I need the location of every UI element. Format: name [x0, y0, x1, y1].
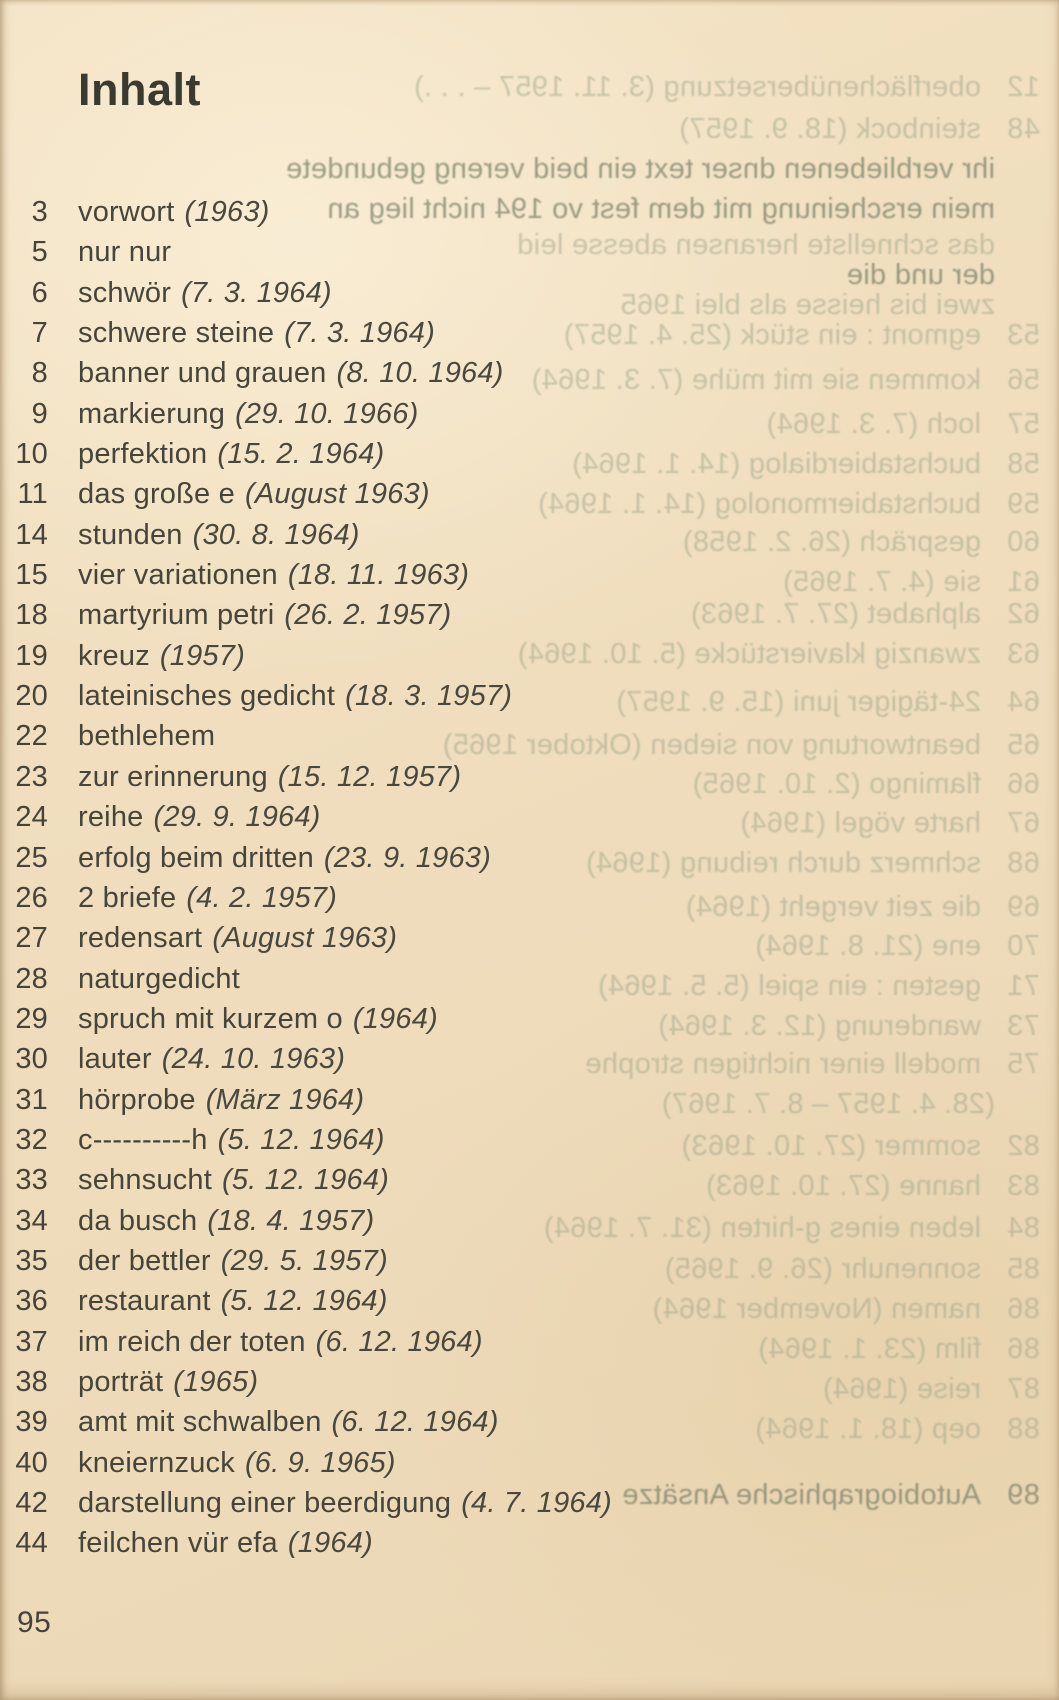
toc-entry — [0, 515, 1059, 555]
entry-title: bethlehem — [78, 720, 216, 753]
entry-title: reihe — [78, 801, 144, 834]
entry-page-number: 9 — [31, 397, 48, 430]
entry-title: amt mit schwalben — [78, 1406, 322, 1439]
entry-title: spruch mit kurzem o — [78, 1002, 343, 1035]
showthrough-number: 48 — [1007, 113, 1040, 145]
entry-title: da busch — [78, 1204, 198, 1237]
showthrough-number: 75 — [1007, 1048, 1040, 1080]
toc-entry — [0, 192, 1059, 232]
entry-page-number: 29 — [15, 1002, 48, 1035]
showthrough-number: 89 — [1007, 1479, 1040, 1511]
showthrough-text: zwei bis heisse als blei 1965 — [620, 289, 995, 321]
showthrough-text: loch (7. 3. 1964) — [766, 408, 981, 440]
toc-entry — [0, 636, 1059, 676]
entry-date: (4. 7. 1964) — [461, 1487, 612, 1519]
showthrough-text: namen (November 1964) — [652, 1293, 981, 1325]
entry-title: c----------h — [78, 1123, 208, 1156]
entry-page-number: 25 — [15, 841, 48, 874]
toc-entry — [0, 757, 1059, 797]
entry-title: redensart — [78, 922, 203, 955]
entry-page-number: 32 — [15, 1123, 48, 1156]
entry-page-number: 24 — [15, 801, 48, 834]
page-title: Inhalt — [78, 64, 201, 115]
entry-title: vorwort — [78, 196, 175, 228]
entry-date: (7. 3. 1964) — [284, 317, 435, 350]
showthrough-text: egmont : ein stück (25. 4. 1957) — [563, 319, 981, 351]
entry-page-number: 37 — [15, 1325, 48, 1358]
entry-date: (1965) — [173, 1365, 259, 1398]
toc-entry — [0, 878, 1059, 918]
showthrough-number: 73 — [1007, 1010, 1040, 1042]
showthrough-text: sie (4. 7. 1965) — [782, 566, 981, 598]
entry-page-number: 33 — [15, 1164, 48, 1197]
showthrough-number: 57 — [1007, 408, 1040, 440]
entry-page-number: 20 — [15, 680, 48, 713]
entry-title: 2 briefe — [78, 881, 177, 914]
entry-date: (März 1964) — [205, 1083, 365, 1116]
entry-title: schwere steine — [78, 317, 275, 350]
showthrough-number: 58 — [1007, 448, 1040, 480]
showthrough-text: schmerz durch reibung (1964) — [585, 847, 981, 879]
entry-title: martyrium petri — [78, 599, 275, 632]
showthrough-number: 59 — [1007, 488, 1040, 520]
toc-entry — [0, 1402, 1059, 1442]
showthrough-number: 88 — [1007, 1413, 1040, 1445]
entry-date: (4. 2. 1957) — [186, 881, 338, 914]
toc-entry — [0, 918, 1059, 958]
entry-date: (6. 12. 1964) — [331, 1406, 499, 1439]
showthrough-number: 66 — [1007, 768, 1040, 800]
entry-page-number: 23 — [15, 760, 48, 793]
toc-entry — [0, 434, 1059, 474]
showthrough-number: 87 — [1007, 1373, 1040, 1405]
entry-title: vier variationen — [78, 559, 278, 592]
showthrough-text: ene (21. 8. 1964) — [755, 930, 981, 962]
entry-page-number: 44 — [15, 1527, 48, 1560]
toc-entry — [0, 273, 1059, 313]
toc-entry — [0, 313, 1059, 353]
entry-page-number: 15 — [15, 559, 48, 592]
entry-date: (18. 11. 1963) — [287, 559, 470, 592]
entry-page-number: 38 — [15, 1365, 48, 1398]
entry-title: zur erinnerung — [78, 760, 268, 793]
entry-date: (1964) — [287, 1527, 373, 1560]
entry-title: der bettler — [78, 1244, 211, 1277]
entry-title: restaurant — [78, 1285, 211, 1318]
entry-date: (1957) — [159, 639, 245, 672]
entry-title: banner und grauen — [78, 357, 327, 390]
showthrough-text: zwanzig klavierstücke (5. 10. 1964) — [517, 638, 981, 670]
showthrough-text: beantwortung von sieben (Oktober 1965) — [442, 729, 981, 761]
toc-entry — [0, 716, 1059, 756]
entry-page-number: 22 — [15, 720, 48, 753]
entry-title: nur nur — [78, 236, 172, 269]
showthrough-number: 67 — [1007, 807, 1040, 839]
entry-page-number: 18 — [15, 599, 48, 632]
showthrough-text: Autobiographische Ansätze — [622, 1479, 981, 1511]
toc-entry — [0, 959, 1059, 999]
entry-page-number: 27 — [15, 922, 48, 955]
showthrough-number: 64 — [1007, 686, 1040, 718]
showthrough-number: 65 — [1007, 729, 1040, 761]
entry-page-number: 11 — [17, 478, 48, 511]
showthrough-text: wanderung (12. 3. 1964) — [658, 1010, 981, 1042]
entry-date: (29. 9. 1964) — [153, 801, 321, 834]
showthrough-text: sommer (27. 10. 1963) — [681, 1130, 981, 1162]
showthrough-number: 60 — [1007, 526, 1040, 558]
toc-entry — [0, 1523, 1059, 1563]
showthrough-number: 71 — [1007, 970, 1040, 1002]
entry-page-number: 42 — [15, 1487, 48, 1519]
entry-title: hörprobe — [78, 1083, 196, 1116]
showthrough-text: buchstabiermonolog (14. 1. 1964) — [537, 488, 981, 520]
entry-title: lauter — [78, 1043, 152, 1076]
showthrough-text: buchstabierdialog (14. 1. 1964) — [571, 448, 981, 480]
entry-title: im reich der toten — [78, 1325, 306, 1358]
showthrough-text: (28. 4. 1957 – 8. 7. 1967) — [661, 1088, 995, 1120]
entry-title: erfolg beim dritten — [78, 841, 314, 874]
showthrough-text: leben eines g-hirten (31. 7. 1964) — [543, 1212, 981, 1244]
entry-date: (6. 9. 1965) — [244, 1446, 396, 1479]
showthrough-number: 82 — [1007, 1130, 1040, 1162]
showthrough-number: 86 — [1007, 1293, 1040, 1325]
showthrough-number: 62 — [1007, 598, 1040, 630]
toc-entry — [0, 1362, 1059, 1402]
entry-title: feilchen vür efa — [78, 1527, 278, 1560]
toc-entry — [0, 838, 1059, 878]
entry-date: (24. 10. 1963) — [161, 1043, 346, 1076]
toc-entry — [0, 595, 1059, 635]
entry-date: (6. 12. 1964) — [315, 1325, 483, 1358]
entry-page-number: 6 — [31, 276, 48, 309]
toc-entry — [0, 1039, 1059, 1079]
showthrough-text: modell einer nichtigen strophe — [585, 1048, 981, 1080]
entry-page-number: 35 — [15, 1244, 48, 1277]
entry-date: (29. 10. 1966) — [235, 397, 419, 430]
showthrough-text: gespräch (26. 2. 1958) — [682, 526, 981, 558]
entry-date: (8. 10. 1964) — [336, 357, 504, 390]
entry-date: (1963) — [184, 196, 270, 228]
entry-page-number: 28 — [15, 962, 48, 995]
entry-title: sehnsucht — [78, 1164, 212, 1197]
entry-title: darstellung einer beerdigung — [78, 1487, 452, 1519]
toc-entry — [0, 1443, 1059, 1483]
showthrough-number: 56 — [1007, 364, 1040, 396]
toc-entry — [0, 394, 1059, 434]
toc-entry — [0, 1120, 1059, 1160]
entry-date: (5. 12. 1964) — [217, 1123, 385, 1156]
toc-entry — [0, 1322, 1059, 1362]
entry-page-number: 10 — [15, 438, 48, 471]
entry-page-number: 19 — [15, 639, 48, 672]
toc-entry — [0, 797, 1059, 837]
entry-date: (18. 3. 1957) — [345, 680, 513, 713]
entry-page-number: 7 — [31, 317, 48, 350]
showthrough-number: 83 — [1007, 1170, 1040, 1202]
showthrough-text: oep (18. 1. 1964) — [755, 1413, 981, 1445]
entry-title: stunden — [78, 518, 183, 551]
showthrough-number: 61 — [1007, 566, 1040, 598]
showthrough-text: reise (1964) — [822, 1373, 981, 1405]
entry-date: (30. 8. 1964) — [192, 518, 360, 551]
showthrough-text: steinbock (18. 9. 1957) — [679, 113, 981, 145]
showthrough-number: 86 — [1007, 1333, 1040, 1365]
toc-entry — [0, 1160, 1059, 1200]
toc-entry — [0, 676, 1059, 716]
toc-entry — [0, 353, 1059, 393]
entry-title: naturgedicht — [78, 962, 241, 995]
showthrough-text: ihr verbliebenen dnser text ein beid vereng gebundete — [285, 153, 995, 185]
toc-entry — [0, 555, 1059, 595]
showthrough-text: film (23. 1. 1964) — [758, 1333, 981, 1365]
entry-page-number: 3 — [31, 196, 48, 228]
toc-entry — [0, 1281, 1059, 1321]
showthrough-text: mein erscheinung mit dem fest vo 194 nicht lieg an — [327, 193, 995, 225]
showthrough-text: kommen sie mit mühe (7. 3. 1964) — [531, 364, 981, 396]
entry-title: markierung — [78, 397, 226, 430]
showthrough-number: 68 — [1007, 847, 1040, 879]
toc-entry — [0, 1201, 1059, 1241]
showthrough-text: harte vögel (1964) — [740, 807, 981, 839]
entry-page-number: 34 — [15, 1204, 48, 1237]
showthrough-text: der und die — [846, 259, 995, 291]
showthrough-number: 70 — [1007, 930, 1040, 962]
entry-title: kneiernzuck — [78, 1446, 235, 1479]
showthrough-text: flamingo (2. 10. 1965) — [692, 768, 981, 800]
entry-title: kreuz — [78, 639, 150, 672]
showthrough-text: 24-tägiger juni (15. 9. 1957) — [616, 686, 981, 718]
entry-date: (18. 4. 1957) — [207, 1204, 375, 1237]
showthrough-text: oberflächenübersetzung (3. 11. 1957 – . . .) — [413, 71, 981, 103]
entry-page-number: 14 — [15, 518, 48, 551]
entry-date: (5. 12. 1964) — [222, 1164, 390, 1197]
showthrough-text: sonnenuhr (26. 9. 1965) — [664, 1253, 981, 1285]
entry-page-number: 5 — [31, 236, 48, 269]
entry-page-number: 39 — [15, 1406, 48, 1439]
entry-page-number: 26 — [15, 881, 48, 914]
entry-date: (August 1963) — [212, 922, 398, 955]
page-number: 95 — [17, 1606, 52, 1639]
showthrough-text: hanne (27. 10. 1963) — [705, 1170, 981, 1202]
entry-date: (5. 12. 1964) — [220, 1285, 388, 1318]
entry-title: perfektion — [78, 438, 208, 471]
toc-entry — [0, 232, 1059, 272]
entry-date: (15. 2. 1964) — [217, 438, 385, 471]
entry-date: (7. 3. 1964) — [181, 276, 332, 309]
entry-page-number: 40 — [15, 1446, 48, 1479]
showthrough-number: 53 — [1007, 319, 1040, 351]
entry-title: das große e — [78, 478, 235, 511]
showthrough-number: 63 — [1007, 638, 1040, 670]
entry-page-number: 30 — [15, 1043, 48, 1076]
showthrough-number: 12 — [1007, 71, 1040, 103]
entry-title: lateinisches gedicht — [78, 680, 336, 713]
entry-date: (26. 2. 1957) — [284, 599, 452, 632]
showthrough-text: die zeit vergeht (1964) — [685, 891, 981, 923]
toc-entry — [0, 1241, 1059, 1281]
showthrough-text: das schnellste heransen abesse leid — [516, 229, 995, 261]
showthrough-number: 84 — [1007, 1212, 1040, 1244]
toc-entry — [0, 999, 1059, 1039]
showthrough-number: 69 — [1007, 891, 1040, 923]
entry-page-number: 31 — [15, 1083, 48, 1116]
entry-date: (1964) — [352, 1002, 438, 1035]
entries-list — [0, 192, 1059, 1564]
entry-date: (August 1963) — [244, 478, 430, 511]
entry-date: (23. 9. 1963) — [323, 841, 491, 874]
toc-entry — [0, 474, 1059, 514]
showthrough-text: gesten : ein spiel (5. 5. 1964) — [597, 970, 981, 1002]
toc-entry — [0, 1483, 1059, 1523]
showthrough-text: alphabet (27. 7. 1963) — [690, 598, 981, 630]
entry-title: schwör — [78, 276, 172, 309]
entry-date: (29. 5. 1957) — [220, 1244, 388, 1277]
toc-entry — [0, 1080, 1059, 1120]
entry-title: porträt — [78, 1365, 164, 1398]
entry-date: (15. 12. 1957) — [277, 760, 462, 793]
entry-page-number: 36 — [15, 1285, 48, 1318]
entry-page-number: 8 — [31, 357, 48, 390]
showthrough-number: 85 — [1007, 1253, 1040, 1285]
